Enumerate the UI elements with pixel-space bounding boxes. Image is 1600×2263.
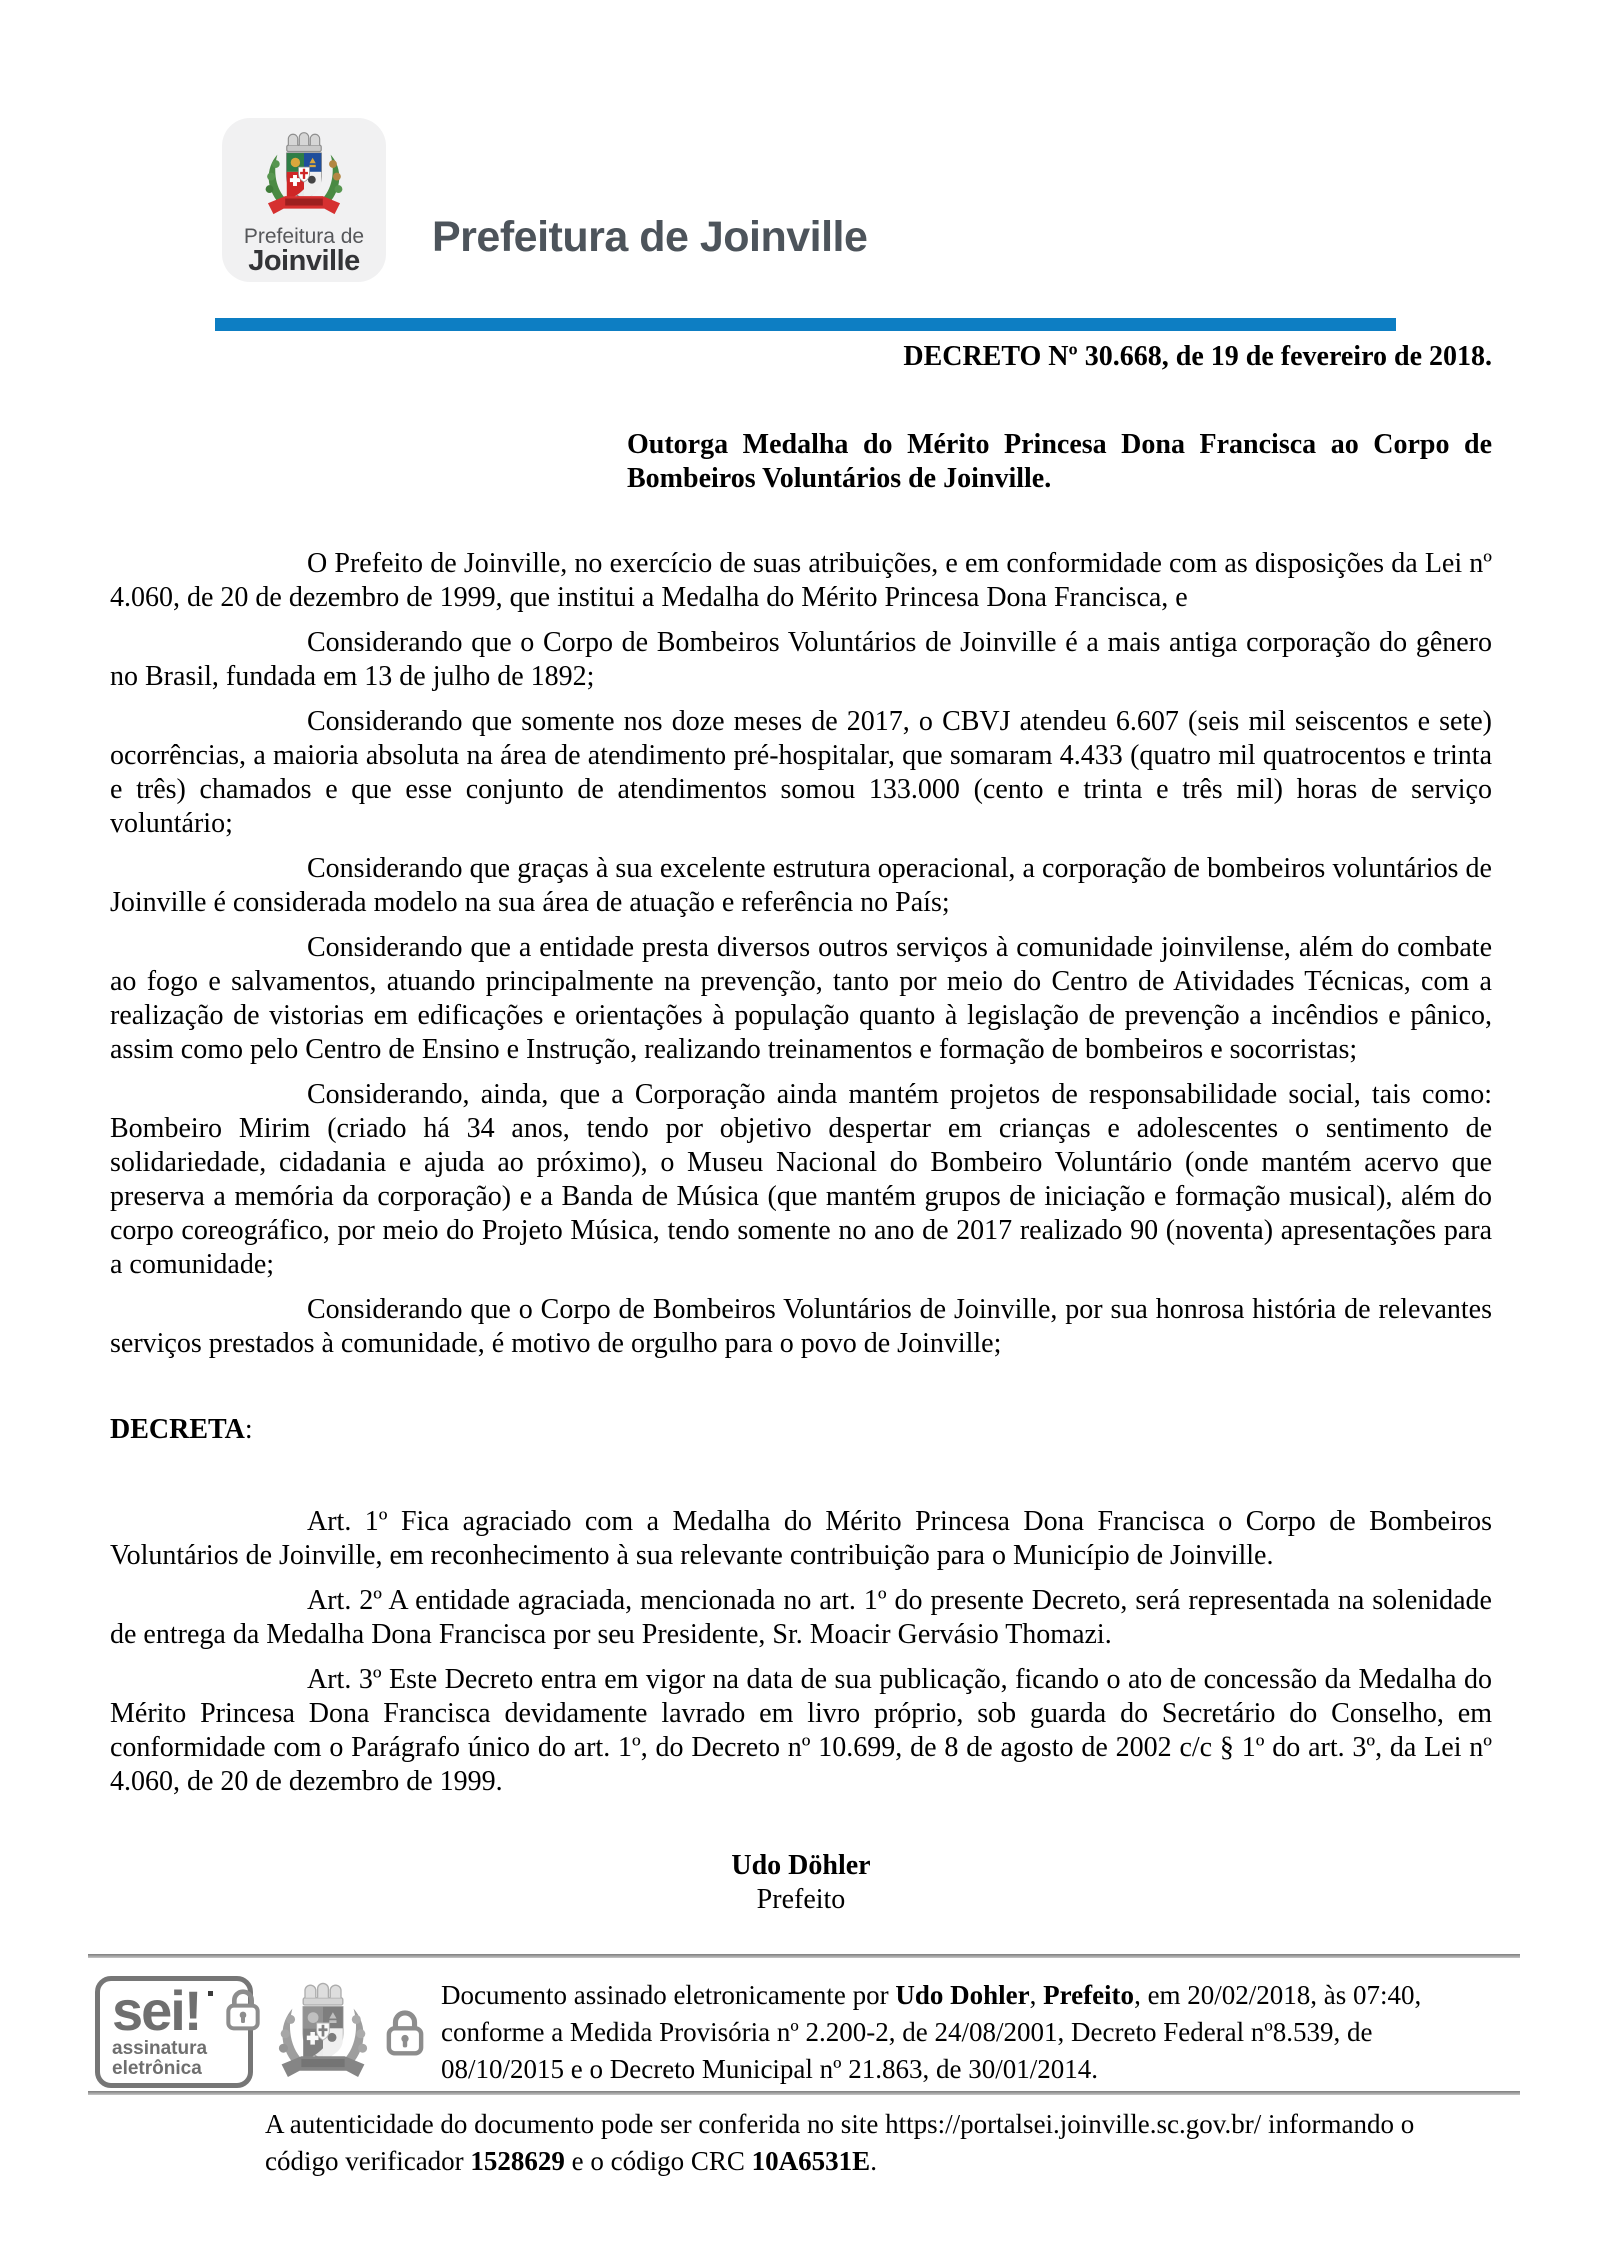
footer-divider-top <box>88 1954 1520 1958</box>
header-title: Prefeitura de Joinville <box>432 213 868 261</box>
coat-of-arms-gray-icon <box>269 1976 377 2088</box>
paragraph: Considerando, ainda, que a Corporação ainda mantém projetos de responsabilidade social, tais como: Bombeiro Mirim (criado há 34 anos, tendo por objetivo despertar em crianças e adolescentes o sentimento de solidariedade, cidadania e ajuda ao próximo), o Museu Nacional do Bombeiro Voluntário (onde mantém acervo que preserva a memória da corporação) e a Banda de Música (que mantém grupos de iniciação e formação musical), além do corpo coreográfico, por meio do Projeto Música, tendo somente no ano de 2017 realizado 90 (noventa) apresentações para a comunidade; <box>110 1079 1492 1280</box>
verification-prefix: A autenticidade do documento pode ser conferida no site <box>265 2109 886 2139</box>
signature-name: Udo Döhler <box>731 1850 871 1881</box>
signed-role: Prefeito <box>1043 1979 1135 2010</box>
paragraph: Considerando que a entidade presta diversos outros serviços à comunidade joinvilense, além do combate ao fogo e salvamentos, atuando principalmente na prevenção, tanto por meio do Centro de Atividades Técnicas, com a realização de vistorias em edificações e orientações à população quanto à legislação de prevenção a incêndios e pânico, assim como pelo Centro de Ensino e Instrução, realizando treinamentos e formação de bombeiros e socorristas; <box>110 932 1492 1065</box>
decreta-colon: : <box>244 1414 253 1445</box>
paragraph: Considerando que o Corpo de Bombeiros Voluntários de Joinville, por sua honrosa história de relevantes serviços prestados à comunidade, é motivo de orgulho para o povo de Joinville; <box>110 1294 1492 1359</box>
article: Art. 3º Este Decreto entra em vigor na data de sua publicação, ficando o ato de concessão da Medalha do Mérito Princesa Dona Francisca devidamente lavrado em livro próprio, sob guarda do Secretário do Conselho, em conformidade com o Parágrafo único do art. 1º, do Decreto nº 10.699, de 8 de agosto de 2002 c/c § 1º do art. 3º, da Lei nº 4.060, de 20 de dezembro de 1999. <box>110 1664 1492 1797</box>
article: Art. 1º Fica agraciado com a Medalha do Mérito Princesa Dona Francisca o Corpo de Bombeiros Voluntários de Joinville, em reconhecimento à sua relevante contribuição para o Município de Joinville. <box>110 1506 1492 1571</box>
verification-code: 1528629 <box>470 2146 565 2176</box>
decreta-word: DECRETA <box>110 1414 245 1445</box>
signature-role: Prefeito <box>756 1884 846 1915</box>
signed-suffix: , em 20/02/2018, às 07:40, conforme a Medida Provisória nº 2.200-2, de 24/08/2001, Decreto Federal nº8.539, de 08/10/2015 e o Decreto Municipal nº 21.863, de 30/01/2014. <box>441 1979 1422 2084</box>
logo-text <box>244 226 364 277</box>
document-body <box>110 340 1492 1917</box>
verification-url[interactable]: https://portalsei.joinville.sc.gov.br/ <box>885 2109 1262 2139</box>
paragraph: O Prefeito de Joinville, no exercício de suas atribuições, e em conformidade com as disposições da Lei nº 4.060, de 20 de dezembro de 1999, que institui a Medalha do Mérito Princesa Dona Francisca, e <box>110 548 1492 613</box>
article: Art. 2º A entidade agraciada, mencionada no art. 1º do presente Decreto, será representada na solenidade de entrega da Medalha Dona Francisca por seu Presidente, Sr. Moacir Gervásio Thomazi. <box>110 1585 1492 1650</box>
verification-suffix: . <box>870 2146 877 2176</box>
footer-divider-bottom <box>88 2091 1520 2095</box>
decree-epigraph: Outorga Medalha do Mérito Princesa Dona Francisca ao Corpo de Bombeiros Voluntários de Joinville. <box>627 429 1492 494</box>
verification-mid2: e o código CRC <box>564 2146 752 2176</box>
padlock-icon <box>223 1985 263 2033</box>
sei-top <box>112 1979 240 2042</box>
articles <box>110 1505 1492 1799</box>
accent-bar <box>215 318 1396 331</box>
logo-line1: Prefeitura de <box>243 225 365 248</box>
sei-caption-line2: eletrônica <box>112 2058 202 2079</box>
considerations <box>110 547 1492 1361</box>
electronic-signature-row <box>95 1973 1495 2091</box>
signed-statement <box>441 1977 1495 2088</box>
prefeitura-logo <box>222 118 386 282</box>
logo-line2: Joinville <box>248 245 360 278</box>
verification-statement <box>265 2106 1493 2180</box>
verification-mid1: informando o código verificador <box>265 2109 1415 2176</box>
sei-caption-line1: assinatura <box>112 2038 208 2059</box>
signed-signer: Udo Dohler <box>895 1979 1030 2010</box>
coat-of-arms-icon <box>256 128 352 222</box>
sei-signature-stamp <box>95 1976 253 2088</box>
paragraph: Considerando que graças à sua excelente estrutura operacional, a corporação de bombeiros voluntários de Joinville é considerada modelo na sua área de atuação e referência no País; <box>110 853 1492 918</box>
verification-crc: 10A6531E <box>751 2146 871 2176</box>
sei-caption <box>112 2039 240 2079</box>
decreta-heading <box>110 1413 1492 1447</box>
signed-sep: , <box>1029 1979 1044 2010</box>
padlock-gray-icon <box>383 2005 427 2059</box>
sei-logo: sei! <box>112 1979 201 2042</box>
signed-prefix: Documento assinado eletronicamente por <box>441 1979 896 2010</box>
decree-title: DECRETO Nº 30.668, de 19 de fevereiro de 2018. <box>903 341 1492 372</box>
paragraph: Considerando que somente nos doze meses de 2017, o CBVJ atendeu 6.607 (seis mil seiscentos e sete) ocorrências, a maioria absoluta na área de atendimento pré-hospitalar, que somaram 4.433 (quatro mil quatrocentos e trinta e três) chamados e que esse conjunto de atendimentos somou 133.000 (cento e trinta e três mil) horas de serviço voluntário; <box>110 706 1492 839</box>
paragraph: Considerando que o Corpo de Bombeiros Voluntários de Joinville é a mais antiga corporação do gênero no Brasil, fundada em 13 de julho de 1892; <box>110 627 1492 692</box>
signature-block <box>110 1849 1492 1917</box>
